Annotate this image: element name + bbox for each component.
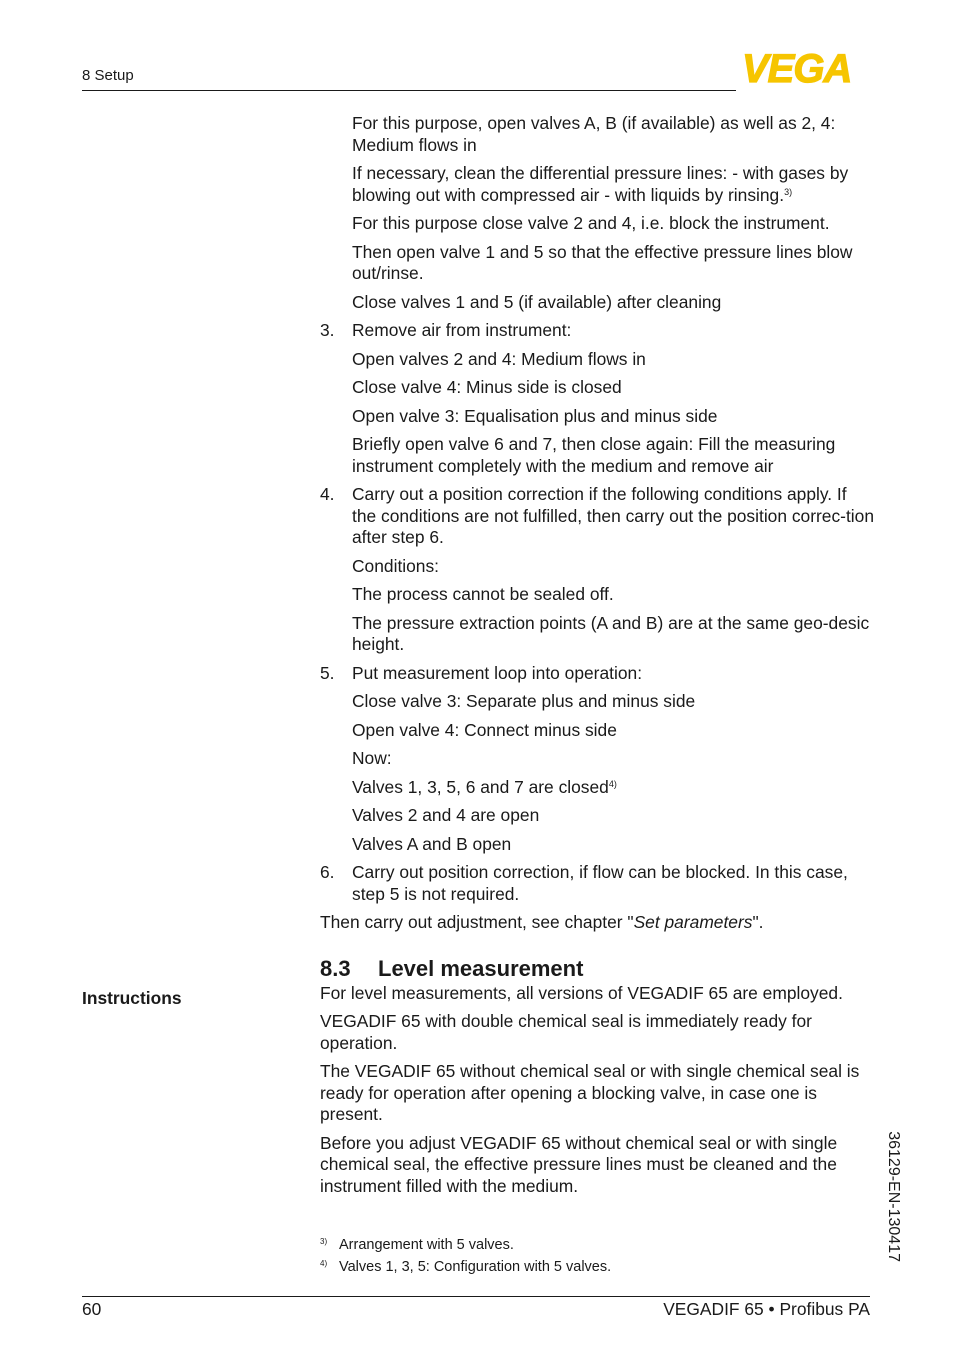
footer-divider xyxy=(82,1296,870,1297)
list-item-number: 6. xyxy=(320,862,335,882)
paragraph: Now: xyxy=(352,748,392,768)
header-section-label: 8 Setup xyxy=(82,67,134,84)
paragraph: Valves 1, 3, 5, 6 and 7 are closed$^{4)}$ xyxy=(352,776,617,797)
list-item xyxy=(320,484,875,549)
footnote-mark: 4) xyxy=(320,1259,328,1268)
paragraph: For this purpose, open valves A, B (if available) as well as 2, 4: Medium flows in xyxy=(352,113,836,155)
paragraph: Valves A and B open xyxy=(352,833,512,854)
paragraph: Close valve 4: Minus side is closed xyxy=(352,377,622,397)
paragraph: Then carry out adjustment, see chapter "Set parameters". xyxy=(320,912,764,932)
paragraph: The pressure extraction points (A and B) are at the same geo-desic height. xyxy=(352,612,870,654)
paragraph: For this purpose close valve 2 and 4, i.e. block the instrument. xyxy=(352,213,830,233)
list-item-text: Remove air from instrument: xyxy=(352,320,572,340)
footnote-text: Arrangement with 5 valves. xyxy=(339,1237,514,1253)
footnote-text: Valves 1, 3, 5: Configuration with 5 valves. xyxy=(339,1259,612,1275)
vega-logo-text: VEGA xyxy=(742,48,852,88)
list-item xyxy=(320,320,875,342)
footnotes xyxy=(320,1234,611,1278)
page-number: 60 xyxy=(82,1299,102,1319)
side-label-instructions: Instructions xyxy=(82,988,182,1008)
paragraph: Briefly open valve 6 and 7, then close again: Fill the measuring instrument completely with the medium and remove air xyxy=(352,434,836,476)
paragraph: The process cannot be sealed off. xyxy=(352,584,614,604)
list-item-number: 5. xyxy=(320,662,335,683)
footnote xyxy=(320,1256,611,1278)
footer-title: VEGADIF 65 • Profibus PA xyxy=(663,1299,870,1319)
paragraph: Then open valve 1 and 5 so that the effective pressure lines blow out/rinse. xyxy=(352,241,853,283)
list-item-text: Carry out a position correction if the following conditions apply. If the conditions are not fulfilled, then carry out the position correc-tion after step 6. xyxy=(352,484,875,547)
list-item-text: Carry out position correction, if flow can be blocked. In this case, step 5 is not required. xyxy=(352,862,848,904)
chapter-reference: Set parameters xyxy=(633,912,753,932)
paragraph: Conditions: xyxy=(352,555,440,576)
paragraph: Open valve 3: Equalisation plus and minus side xyxy=(352,405,718,426)
paragraph: VEGADIF 65 with double chemical seal is immediately ready for operation. xyxy=(320,1011,812,1053)
section-heading xyxy=(320,955,875,983)
paragraph: Close valves 1 and 5 (if available) after cleaning xyxy=(352,291,722,312)
paragraph: Valves 2 and 4 are open xyxy=(352,805,540,825)
footnote-ref: 4) xyxy=(608,778,617,789)
footnote-ref: 3) xyxy=(784,186,793,197)
vega-logo xyxy=(742,48,872,88)
footnote xyxy=(320,1234,611,1256)
footnote-mark: 3) xyxy=(320,1237,328,1246)
main-content xyxy=(320,113,875,1204)
paragraph: Open valves 2 and 4: Medium flows in xyxy=(352,348,646,369)
paragraph: Close valve 3: Separate plus and minus side xyxy=(352,691,696,711)
list-item-text: Put measurement loop into operation: xyxy=(352,662,643,683)
paragraph: Before you adjust VEGADIF 65 without chemical seal or with single chemical seal, the effective pressure lines must be cleaned and the instrument filled with the medium. xyxy=(320,1132,838,1196)
paragraph: The VEGADIF 65 without chemical seal or with single chemical seal is ready for operation after opening a blocking valve, in case one is present. xyxy=(320,1061,860,1124)
paragraph: Open valve 4: Connect minus side xyxy=(352,719,617,740)
paragraph: If necessary, clean the differential pressure lines: - with gases by blowing out with compressed air - with liquids by rinsing.$^{3)}$ xyxy=(352,163,849,205)
list-item-number: 4. xyxy=(320,484,335,504)
header-divider xyxy=(82,90,736,91)
paragraph: For level measurements, all versions of VEGADIF 65 are employed. xyxy=(320,982,843,1003)
list-item xyxy=(320,663,875,685)
section-title: Level measurement xyxy=(378,955,584,981)
list-item xyxy=(320,862,875,905)
document-code: 36129-EN-130417 xyxy=(885,1131,902,1262)
list-item-number: 3. xyxy=(320,320,335,340)
section-number: 8.3 xyxy=(320,955,351,981)
